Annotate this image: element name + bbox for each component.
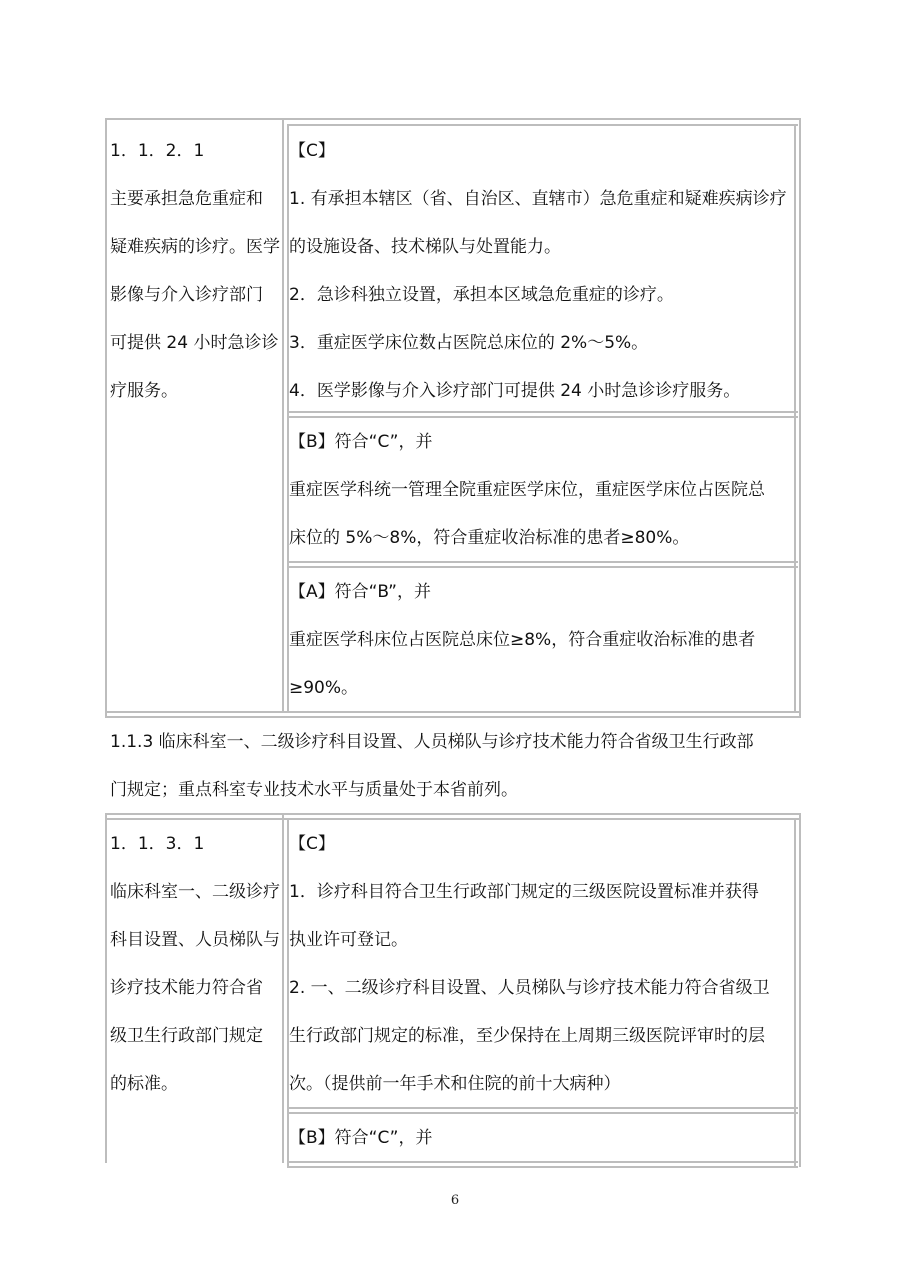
text-line: 4．医学影像与介入诊疗部门可提供 24 小时急诊诊疗服务。 [289, 381, 741, 401]
grade-b-label: 【B】符合“C”，并 [289, 432, 433, 452]
text-line: 1.1.3 临床科室一、二级诊疗科目设置、人员梯队与诊疗技术能力符合省级卫生行政部 [110, 732, 754, 752]
text-line: ≥90%。 [289, 678, 359, 698]
text-line: 科目设置、人员梯队与 [110, 930, 280, 950]
grade-a-label: 【A】符合“B”，并 [289, 582, 431, 602]
text-line: 1．诊疗科目符合卫生行政部门规定的三级医院设置标准并获得 [289, 882, 759, 902]
page-number: 6 [450, 1193, 460, 1208]
item-1121-description [110, 127, 282, 415]
item-1131-grade-c [289, 820, 794, 1108]
text-line: 1. 有承担本辖区（省、自治区、直辖市）急危重症和疑难疾病诊疗 [289, 189, 787, 209]
text-line: 3．重症医学床位数占医院总床位的 2%～5%。 [289, 333, 649, 353]
item-113-heading [110, 718, 798, 814]
item-1131-number: 1．1．3．1 [110, 834, 205, 854]
grade-c-label: 【C】 [289, 834, 335, 854]
item-1121-grade-a [289, 568, 794, 712]
text-line: 可提供 24 小时急诊诊 [110, 333, 279, 353]
text-line: 门规定；重点科室专业技术水平与质量处于本省前列。 [110, 780, 518, 800]
grade-b-label: 【B】符合“C”，并 [289, 1128, 433, 1148]
grade-c-label: 【C】 [289, 141, 335, 161]
text-line: 床位的 5%～8%，符合重症收治标准的患者≥80%。 [289, 528, 690, 548]
text-line: 次。（提供前一年手术和住院的前十大病种） [289, 1074, 621, 1094]
text-line: 疑难疾病的诊疗。医学 [110, 237, 280, 257]
text-line: 生行政部门规定的标准，至少保持在上周期三级医院评审时的层 [289, 1026, 765, 1046]
text-line: 主要承担急危重症和 [110, 189, 263, 209]
item-1131-grade-b [289, 1114, 794, 1162]
text-line: 执业许可登记。 [289, 930, 408, 950]
text-line: 2．急诊科独立设置，承担本区域急危重症的诊疗。 [289, 285, 674, 305]
item-1121-grade-c [289, 127, 794, 415]
text-line: 2. 一、二级诊疗科目设置、人员梯队与诊疗技术能力符合省级卫 [289, 978, 770, 998]
text-line: 重症医学科床位占医院总床位≥8%，符合重症收治标准的患者 [289, 630, 756, 650]
text-line: 诊疗技术能力符合省 [110, 978, 263, 998]
text-line: 的标准。 [110, 1074, 178, 1094]
text-line: 重症医学科统一管理全院重症医学床位，重症医学床位占医院总 [289, 480, 765, 500]
text-line: 影像与介入诊疗部门 [110, 285, 263, 305]
item-1131-description [110, 820, 282, 1108]
item-1121-number: 1．1．2．1 [110, 141, 205, 161]
text-line: 的设施设备、技术梯队与处置能力。 [289, 237, 561, 257]
item-1121-grade-b [289, 418, 794, 562]
text-line: 临床科室一、二级诊疗 [110, 882, 280, 902]
text-line: 级卫生行政部门规定 [110, 1026, 263, 1046]
text-line: 疗服务。 [110, 381, 178, 401]
